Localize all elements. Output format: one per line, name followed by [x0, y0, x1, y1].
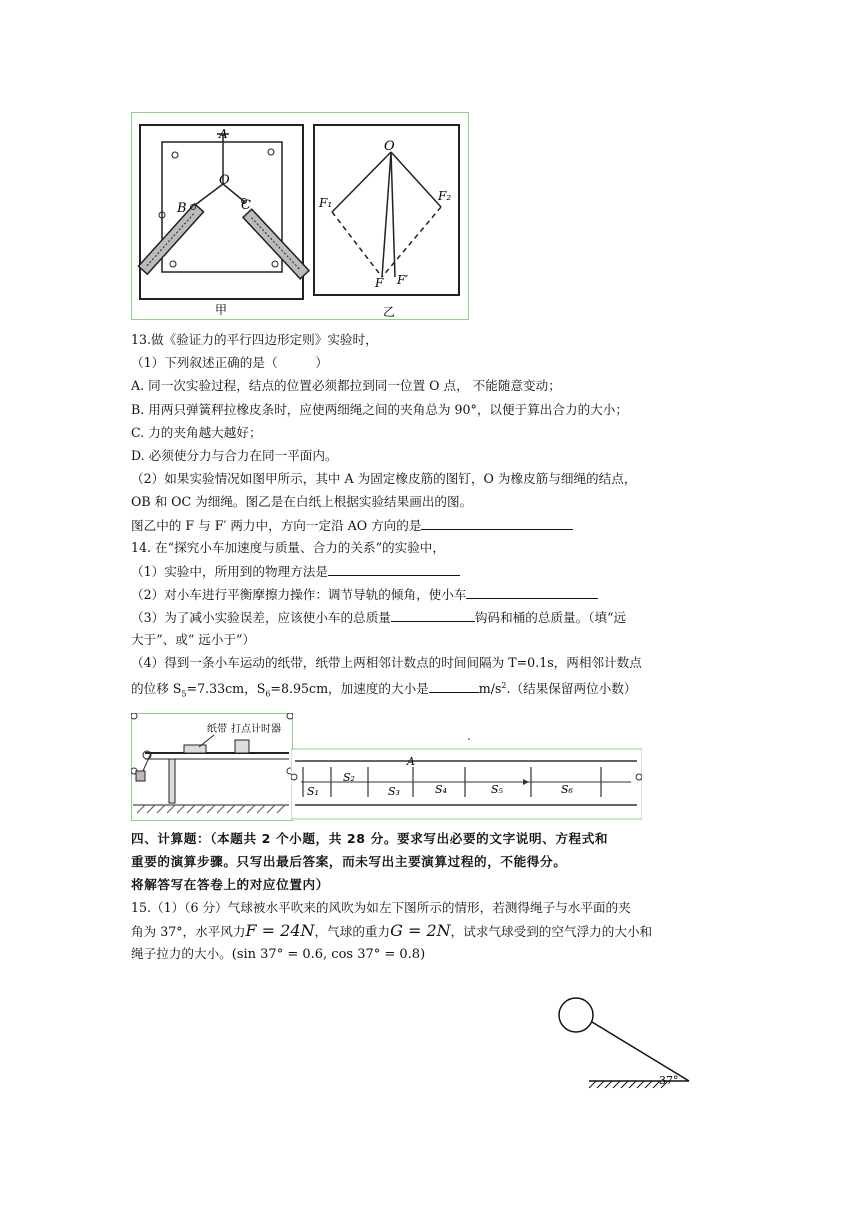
section4-line2: 重要的演算步骤。只写出最后答案，而未写出主要演算过程的，不能得分。: [131, 854, 567, 869]
figure-14-paper-tape: [291, 735, 642, 821]
label-point-A: A: [219, 127, 228, 141]
label-s3: S₃: [388, 785, 400, 798]
label-F: F: [375, 276, 384, 290]
label-F1: F₁: [319, 196, 333, 210]
figure-14-apparatus: [131, 713, 293, 821]
label-point-A-tape: A: [407, 755, 415, 768]
label-s4: S₄: [435, 783, 447, 796]
label-F2: F₂: [438, 189, 452, 203]
label-angle-37: 37°: [659, 1074, 679, 1087]
label-s1: S₁: [307, 785, 319, 798]
q13-sub2-c: [131, 515, 573, 536]
q14-s3: （3）为了减小实验误差，应该使小车的总质量 钩码和桶的总质量。（填“远: [131, 607, 626, 628]
q13-option-c: C. 力的夹角越大越好；: [131, 425, 262, 440]
q15-line2: 角为 37°，水平风力F = 24N，气球的重力G = 2N，试求气球受到的空气浮力的大小和: [131, 921, 653, 940]
label-s5: S₅: [491, 783, 503, 796]
q15-line3: 绳子拉力的大小。(sin 37° = 0.6, cos 37° = 0.8): [131, 946, 426, 962]
label-point-B: B: [177, 201, 187, 216]
label-jia: 甲: [215, 303, 228, 317]
q14-s3c: 大于”、或“ 远小于”）: [131, 632, 256, 647]
figure-15-balloon: [555, 995, 700, 1090]
q13-option-b: B. 用两只弹簧秤拉橡皮条时，应使两细绳之间的夹角总为 90°，以便于算出合力的大小；: [131, 402, 628, 417]
answer-blank[interactable]: [328, 561, 460, 576]
section4-line3: 将解答写在答卷上的对应位置内）: [131, 877, 329, 892]
q13-sub2-a: （2）如果实验情况如图甲所示，其中 A 为固定橡皮筋的图钉，O 为橡皮筋与细绳的结点，: [131, 471, 637, 486]
q14-s1: （1）实验中，所用到的物理方法是: [131, 561, 460, 582]
q13-title: 13.做《验证力的平行四边形定则》实验时，: [131, 332, 378, 347]
answer-blank[interactable]: [421, 515, 573, 530]
q14-s2: （2）对小车进行平衡摩擦力操作：调节导轨的倾角，使小车: [131, 584, 598, 605]
answer-blank[interactable]: [466, 584, 598, 599]
q14-s4a: （4）得到一条小车运动的纸带，纸带上两相邻计数点的时间间隔为 T=0.1s，两相邻计数点: [131, 655, 642, 670]
label-s6: S₆: [561, 783, 573, 796]
label-timer: 打点计时器: [231, 724, 281, 735]
q14-title: 14. 在“探究小车加速度与质量、合力的关系”的实验中，: [131, 540, 445, 555]
q13-sub2-b: OB 和 OC 为细绳。图乙是在白纸上根据实验结果画出的图。: [131, 494, 473, 509]
figure-13-diagram: [131, 112, 469, 320]
math-trig: (sin 37° = 0.6, cos 37° = 0.8): [231, 947, 426, 962]
q13-sub2-c-text: 图乙中的 F 与 F′ 两力中，方向一定沿 AO 方向的是: [131, 518, 422, 533]
label-point-O2: O: [384, 139, 395, 154]
label-paper-tape: 纸带: [207, 724, 227, 735]
label-point-O: O: [219, 173, 230, 188]
q14-s4b: 的位移 $S_5=7.33cm$，$S_6=8.95cm$，加速度的大小是 $m/s^2$.（结果保留两位小数）: [131, 676, 636, 705]
answer-blank[interactable]: [429, 678, 479, 693]
q13-option-a: A. 同一次实验过程，结点的位置必须都拉到同一位置 O 点， 不能随意变动；: [131, 378, 561, 393]
label-s2: S₂: [343, 771, 355, 784]
label-F-prime: F′: [397, 273, 409, 287]
section4-line1: 四、计算题：（本题共 2 个小题，共 28 分。要求写出必要的文字说明、方程式和: [131, 831, 609, 846]
q13-sub1: （1）下列叙述正确的是（ ）: [131, 355, 328, 370]
q13-option-d: D. 必须使分力与合力在同一平面内。: [131, 448, 338, 463]
math-G: G = 2N: [390, 921, 451, 940]
answer-blank[interactable]: [391, 607, 475, 622]
label-point-C: C: [241, 198, 251, 213]
math-F: F = 24N: [245, 921, 315, 940]
label-yi: 乙: [383, 305, 396, 319]
q15-line1: 15.（1）（6 分）气球被水平吹来的风吹为如左下图所示的情形，若测得绳子与水平面的夹: [131, 900, 631, 915]
